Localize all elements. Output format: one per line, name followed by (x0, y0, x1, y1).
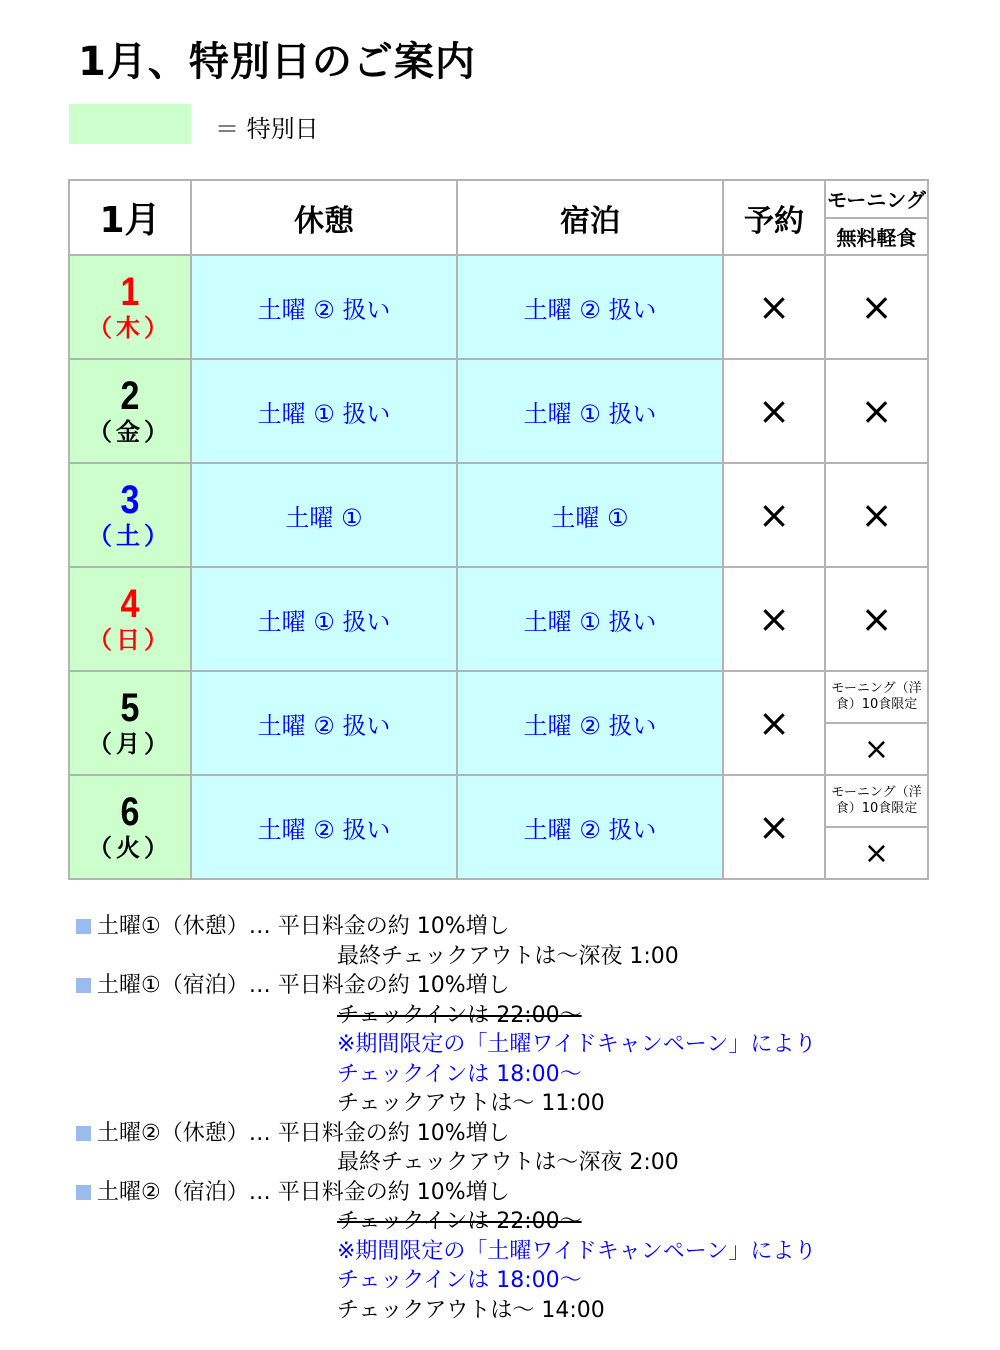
day-number: 3 (120, 478, 140, 522)
note-label: 土曜①（休憩）… (97, 914, 278, 939)
note-line (76, 1060, 816, 1090)
morning-cell: × (825, 463, 928, 567)
bullet-square-icon (76, 1126, 91, 1141)
note-text: チェックインは 22:00～ (337, 1002, 582, 1028)
table-row (69, 255, 928, 359)
rest-cell: 土曜 ① (191, 463, 457, 567)
note-label: 土曜①（宿泊）… (97, 973, 278, 998)
note-line (76, 1266, 816, 1296)
date-cell (69, 255, 191, 359)
note-line (76, 1001, 816, 1031)
reserve-cell: × (723, 255, 825, 359)
date-cell (69, 567, 191, 671)
rest-cell: 土曜 ① 扱い (191, 567, 457, 671)
reserve-cell: × (723, 671, 825, 775)
note-text: 平日料金の約 10%増し (277, 1120, 510, 1146)
reserve-cell: × (723, 463, 825, 567)
date-cell (69, 359, 191, 463)
note-text: チェックアウトは～ 14:00 (337, 1297, 605, 1323)
rest-cell: 土曜 ① 扱い (191, 359, 457, 463)
morning-cell: × (825, 255, 928, 359)
note-text: 最終チェックアウトは～深夜 2:00 (337, 1150, 679, 1175)
morning-cell: × (825, 567, 928, 671)
note-line (76, 1119, 816, 1149)
day-of-week: （木） (88, 314, 172, 342)
stay-cell: 土曜 ② 扱い (457, 775, 723, 879)
table-row (69, 671, 928, 723)
note-line (76, 1030, 816, 1060)
note-line (76, 1207, 816, 1237)
header-free-snack: 無料軽食 (825, 218, 928, 256)
note-line (76, 1178, 816, 1208)
bullet-square-icon (76, 978, 91, 993)
day-number: 5 (120, 686, 140, 730)
morning-cell: × (825, 723, 928, 775)
note-text: チェックインは 18:00～ (337, 1268, 582, 1293)
rest-cell: 土曜 ② 扱い (191, 671, 457, 775)
day-number: 4 (120, 582, 140, 626)
table-row (69, 775, 928, 827)
header-stay: 宿泊 (457, 180, 723, 255)
note-line (76, 1089, 816, 1119)
morning-cell: × (825, 827, 928, 879)
bullet-square-icon (76, 919, 91, 934)
header-rest: 休憩 (191, 180, 457, 255)
legend-text: ＝ 特別日 (215, 115, 319, 143)
legend-swatch (69, 104, 191, 144)
day-of-week: （月） (88, 730, 172, 758)
reserve-cell: × (723, 359, 825, 463)
special-days-table (68, 179, 929, 880)
note-text: ※期間限定の「土曜ワイドキャンペーン」により (337, 1032, 817, 1057)
day-number: 6 (120, 790, 140, 834)
stay-cell: 土曜 ② 扱い (457, 671, 723, 775)
stay-cell: 土曜 ① 扱い (457, 567, 723, 671)
note-text: 平日料金の約 10%増し (277, 973, 510, 998)
note-text: 平日料金の約 10%増し (277, 1179, 510, 1205)
header-morning: モーニング (825, 180, 928, 218)
date-cell (69, 463, 191, 567)
date-cell (69, 671, 191, 775)
header-reserve: 予約 (723, 180, 825, 255)
note-text: チェックアウトは～ 11:00 (337, 1091, 605, 1116)
note-text: 最終チェックアウトは～深夜 1:00 (337, 943, 679, 969)
note-line (76, 942, 816, 972)
day-of-week: （金） (88, 418, 172, 446)
note-text: 平日料金の約 10%増し (277, 914, 510, 939)
note-label: 土曜②（休憩）… (97, 1120, 278, 1146)
day-of-week: （土） (88, 522, 172, 550)
day-of-week: （火） (88, 834, 172, 862)
stay-cell: 土曜 ② 扱い (457, 255, 723, 359)
table-row (69, 567, 928, 671)
note-line (76, 1296, 816, 1326)
note-line (76, 1148, 816, 1178)
note-text: チェックインは 18:00～ (337, 1061, 582, 1087)
day-of-week: （日） (88, 626, 172, 654)
note-line (76, 971, 816, 1001)
header-month: 1月 (69, 180, 191, 255)
table-row (69, 359, 928, 463)
date-cell (69, 775, 191, 879)
morning-note-cell: モーニング（洋食）10食限定 (825, 671, 928, 723)
rest-cell: 土曜 ② 扱い (191, 775, 457, 879)
notes-section (76, 912, 816, 1325)
note-line (76, 912, 816, 942)
stay-cell: 土曜 ① (457, 463, 723, 567)
page-title: 1月、特別日のご案内 (78, 39, 476, 85)
note-label: 土曜②（宿泊）… (97, 1179, 278, 1205)
morning-cell: × (825, 359, 928, 463)
morning-note-cell: モーニング（洋食）10食限定 (825, 775, 928, 827)
bullet-square-icon (76, 1185, 91, 1200)
stay-cell: 土曜 ① 扱い (457, 359, 723, 463)
rest-cell: 土曜 ② 扱い (191, 255, 457, 359)
note-text: チェックインは 22:00～ (337, 1209, 582, 1234)
day-number: 1 (120, 270, 140, 314)
note-line (76, 1237, 816, 1267)
note-text: ※期間限定の「土曜ワイドキャンペーン」により (337, 1238, 817, 1264)
day-number: 2 (120, 374, 140, 418)
table-row (69, 463, 928, 567)
reserve-cell: × (723, 567, 825, 671)
reserve-cell: × (723, 775, 825, 879)
